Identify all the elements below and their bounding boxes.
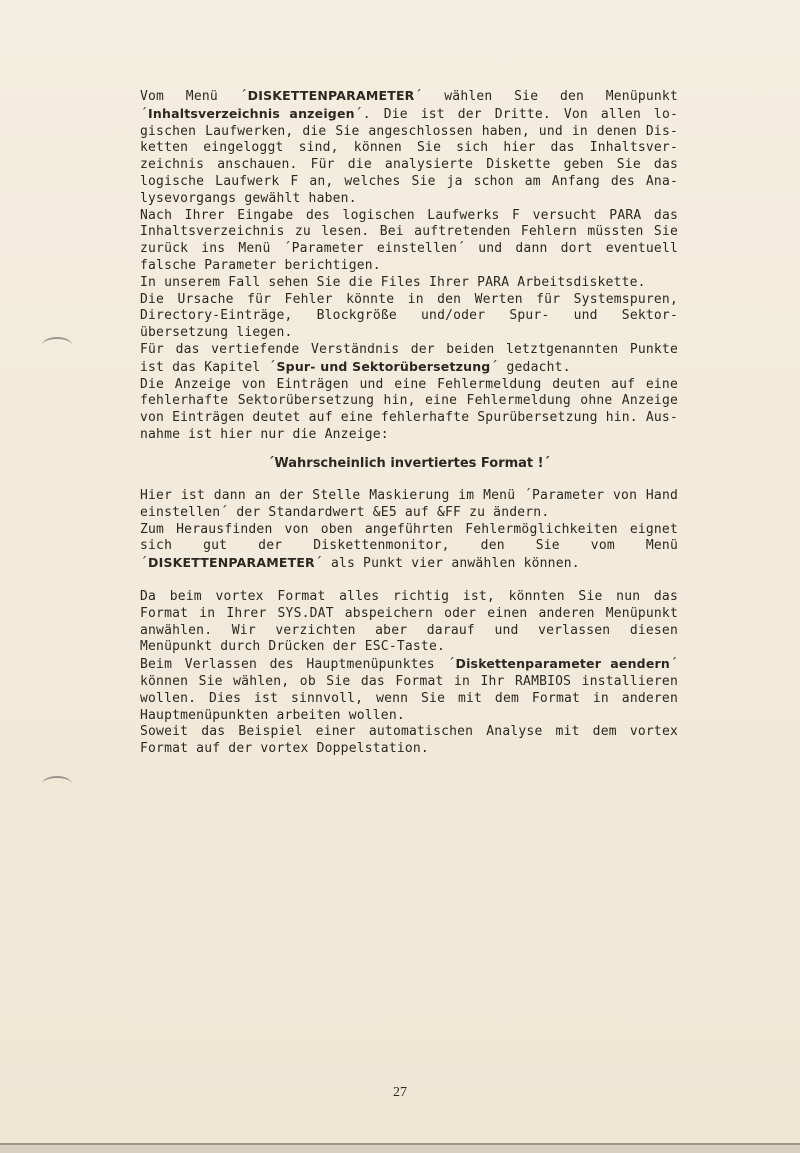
punch-hole-mark — [42, 337, 72, 353]
body-text-lower — [140, 589, 678, 758]
text-line: einstellen´ der Standardwert &E5 auf &FF zu ändern. — [140, 504, 550, 520]
text-line: ist das Kapitel ´Spur- und Sektorübersetzung´ gedacht. — [140, 358, 571, 375]
text-line: Da beim vortex Format alles richtig ist, könnten Sie nun das — [140, 589, 678, 604]
body-text-upper — [140, 88, 678, 444]
punch-hole-mark — [42, 776, 72, 792]
text-line: gischen Laufwerken, die Sie angeschlossen haben, und in denen Dis- — [140, 123, 678, 139]
text-line: Directory-Einträge, Blockgröße und/oder Spur- und Sektor- — [140, 308, 678, 324]
text-line: In unserem Fall sehen Sie die Files Ihrer PARA Arbeitsdiskette. — [140, 274, 646, 290]
text-line: Format auf der vortex Doppelstation. — [140, 741, 429, 757]
text-line: Zum Herausfinden von oben angeführten Fehlermöglichkeiten eignet — [140, 521, 678, 537]
text-line: Menüpunkt durch Drücken der ESC-Taste. — [140, 639, 446, 655]
text-line: Die Anzeige von Einträgen und eine Fehlermeldung deuten auf eine — [140, 376, 678, 392]
text-line: fehlerhafte Sektorübersetzung hin, eine Fehlermeldung ohne Anzeige — [140, 393, 678, 409]
text-line: ´Inhaltsverzeichnis anzeigen´. Die ist der Dritte. Von allen lo- — [140, 105, 678, 122]
text-line: Vom Menü ´DISKETTENPARAMETER´ wählen Sie den Menüpunkt — [140, 88, 678, 104]
text-line: Hier ist dann an der Stelle Maskierung im Menü ´Parameter von Hand — [140, 488, 678, 503]
text-line: können Sie wählen, ob Sie das Format in Ihr RAMBIOS installieren — [140, 673, 678, 689]
text-line: Die Ursache für Fehler könnte in den Werten für Systemspuren, — [140, 291, 678, 307]
page-edge-shadow — [0, 1145, 800, 1153]
text-line: falsche Parameter berichtigen. — [140, 257, 381, 273]
text-line: wollen. Dies ist sinnvoll, wenn Sie mit dem Format in anderen — [140, 690, 678, 706]
text-line: zurück ins Menü ´Parameter einstellen´ und dann dort eventuell — [140, 241, 678, 257]
body-text-middle — [140, 488, 678, 573]
text-line: nahme ist hier nur die Anzeige: — [140, 426, 389, 442]
text-line: zeichnis anschauen. Für die analysierte Diskette geben Sie das — [140, 157, 678, 173]
centered-message: ´Wahrscheinlich invertiertes Format !´ — [267, 456, 551, 471]
text-line: von Einträgen deutet auf eine fehlerhafte Spurübersetzung hin. Aus- — [140, 410, 678, 426]
text-line: logische Laufwerk F an, welches Sie ja schon am Anfang des Ana- — [140, 173, 678, 189]
text-line: übersetzung liegen. — [140, 325, 293, 341]
text-line: Hauptmenüpunkten arbeiten wollen. — [140, 707, 405, 723]
text-line: Beim Verlassen des Hauptmenüpunktes ´Diskettenparameter aendern´ — [140, 656, 678, 673]
text-line: lysevorgangs gewählt haben. — [140, 190, 357, 206]
text-line: Nach Ihrer Eingabe des logischen Laufwerks F versucht PARA das — [140, 207, 678, 223]
text-line: Für das vertiefende Verständnis der beiden letztgenannten Punkte — [140, 341, 678, 357]
text-line: anwählen. Wir verzichten aber darauf und verlassen diesen — [140, 622, 678, 638]
text-line: ´DISKETTENPARAMETER´ als Punkt vier anwählen können. — [140, 555, 580, 572]
text-line: sich gut der Diskettenmonitor, den Sie vom Menü — [140, 538, 678, 554]
text-line: Format in Ihrer SYS.DAT abspeichern oder einen anderen Menüpunkt — [140, 605, 678, 621]
text-line: ketten eingeloggt sind, können Sie sich hier das Inhaltsver- — [140, 140, 678, 156]
text-line: Inhaltsverzeichnis zu lesen. Bei auftretenden Fehlern müssten Sie — [140, 224, 678, 240]
text-line: Soweit das Beispiel einer automatischen Analyse mit dem vortex — [140, 724, 678, 740]
page-number: 27 — [393, 1085, 407, 1100]
